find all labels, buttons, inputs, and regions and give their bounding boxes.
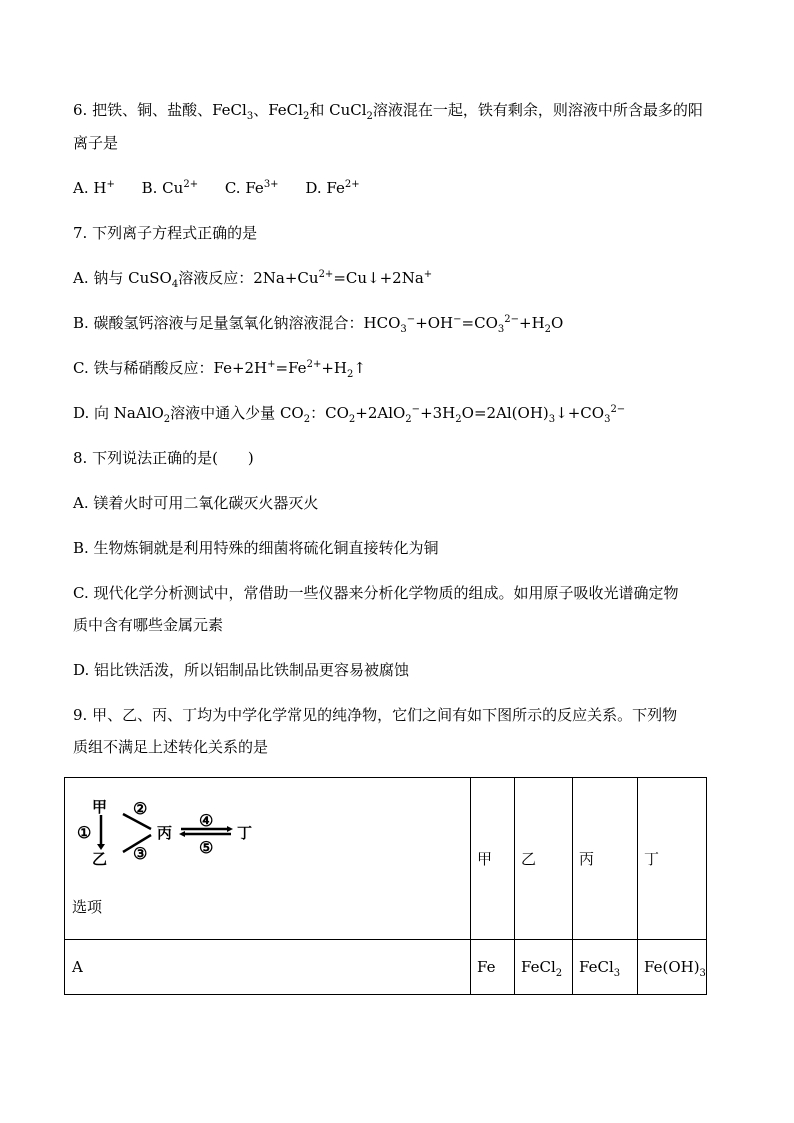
- diagram-arrowhead-4: [227, 826, 233, 832]
- q6-option-a: A. H+: [73, 179, 115, 197]
- header-option-label: 选项: [72, 898, 103, 916]
- q8-option-d: D. 铝比铁活泼，所以铝制品比铁制品更容易被腐蚀: [73, 661, 410, 679]
- diagram-yi: 乙: [92, 850, 108, 868]
- q9-stem-line2: 质组不满足上述转化关系的是: [73, 738, 269, 756]
- diagram-arrowhead-5: [179, 831, 185, 837]
- q8-option-b: B. 生物炼铜就是利用特殊的细菌将硫化铜直接转化为铜: [73, 539, 439, 557]
- header-bing: 丙: [573, 778, 638, 940]
- row-ding-cell: $Fe(OH)_3$: [638, 940, 707, 995]
- reaction-diagram: [77, 798, 277, 868]
- q7-option-d: D. 向 NaAlO$_2$溶液中通入少量 $CO_2$：$CO_2+2AlO_2^-+3H_2O=2Al(OH)_3↓+CO_3^{2-}$: [73, 404, 626, 425]
- diagram-ding: 丁: [237, 824, 253, 842]
- diagram-bing: 丙: [157, 824, 173, 842]
- q7-option-b: B. 碳酸氢钙溶液与足量氢氧化钠溶液混合：$HCO_3^-+OH^-=CO_3^{2-}+H_2O$: [73, 314, 564, 335]
- q7-stem: 7. 下列离子方程式正确的是: [73, 224, 258, 242]
- header-yi: 乙: [515, 778, 573, 940]
- row-jia-cell: Fe: [471, 940, 515, 995]
- row-bing-cell: FeCl$_3$: [573, 940, 638, 995]
- diagram-circle-5: ⑤: [199, 838, 214, 857]
- diagram-circle-1: ①: [77, 823, 92, 842]
- q6-option-d: D. $Fe^{2+}$: [305, 179, 360, 197]
- q6-stem-line2: 离子是: [73, 134, 119, 152]
- q6-options: [73, 178, 360, 198]
- header-ding: 丁: [638, 778, 707, 940]
- header-jia: 甲: [471, 778, 515, 940]
- q6-stem-line1: 6. 把铁、铜、盐酸、FeCl$_3$、FeCl$_2$和 CuCl$_2$溶液混在一起，铁有剩余，则溶液中所含最多的阳: [73, 101, 703, 122]
- diagram-circle-2: ②: [133, 799, 148, 818]
- q8-option-a: A. 镁着火时可用二氧化碳灭火器灭火: [73, 494, 319, 512]
- table-row: [65, 940, 707, 995]
- row-yi-cell: FeCl$_2$: [515, 940, 573, 995]
- diagram-jia: 甲: [92, 798, 108, 816]
- diagram-circle-4: ④: [199, 811, 214, 830]
- q8-option-c-line1: C. 现代化学分析测试中，常借助一些仪器来分析化学物质的组成。如用原子吸收光谱确定物: [73, 584, 679, 602]
- q6-option-b: B. $Cu^{2+}$: [141, 179, 199, 197]
- diagram-circle-3: ③: [133, 844, 148, 863]
- q8-option-c-line2: 质中含有哪些金属元素: [73, 616, 224, 634]
- q9-stem-line1: 9. 甲、乙、丙、丁均为中学化学常见的纯净物，它们之间有如下图所示的反应关系。下列物: [73, 706, 678, 724]
- q7-option-c: C. 铁与稀硝酸反应：$Fe+2H^+=Fe^{2+}+H_2↑$: [73, 359, 366, 380]
- q6-option-c: C. $Fe^{3+}$: [224, 179, 279, 197]
- q8-stem: 8. 下列说法正确的是( ): [73, 449, 254, 467]
- q7-option-a: A. 钠与 CuSO$_4$溶液反应：$2Na+Cu^{2+}=Cu↓+2Na^+$: [73, 269, 433, 290]
- row-option-cell: A: [65, 940, 471, 995]
